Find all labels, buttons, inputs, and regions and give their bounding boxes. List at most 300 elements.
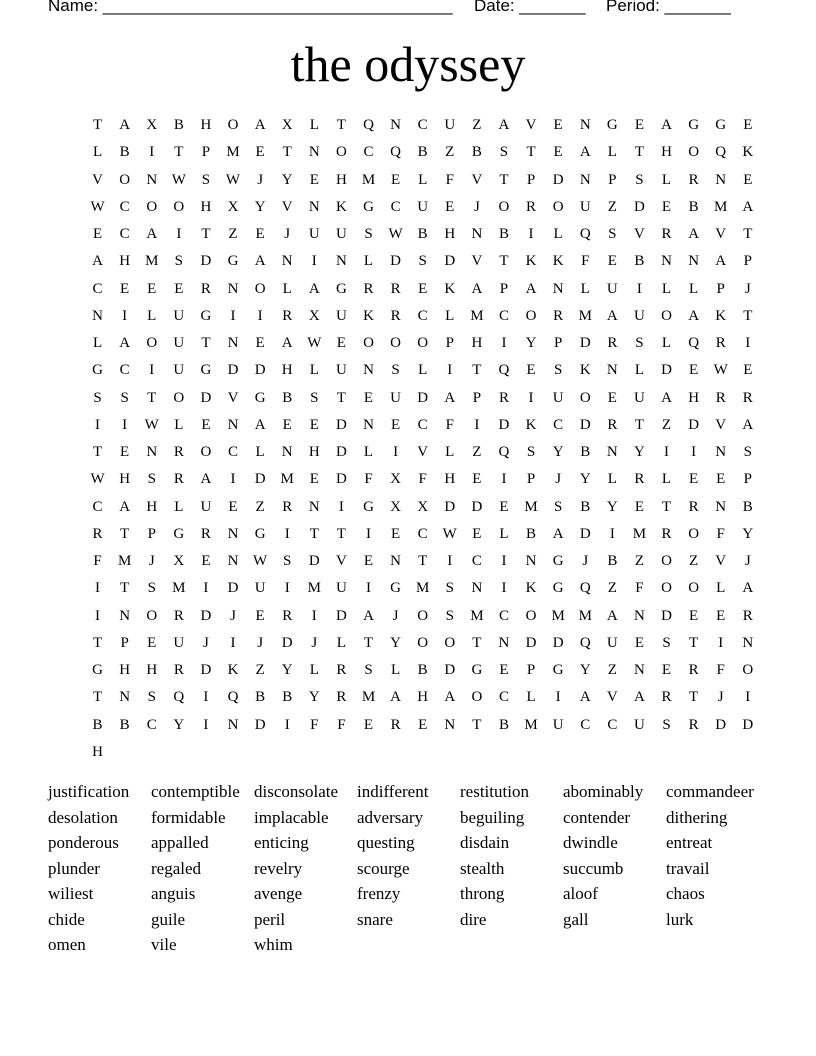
grid-letter[interactable]: I: [393, 444, 399, 460]
grid-letter[interactable]: S: [635, 335, 644, 351]
grid-letter[interactable]: A: [661, 117, 672, 133]
grid-letter[interactable]: D: [634, 198, 645, 215]
grid-letter[interactable]: S: [93, 389, 102, 406]
grid-letter[interactable]: E: [445, 198, 455, 215]
grid-letter[interactable]: K: [227, 662, 239, 678]
grid-letter[interactable]: N: [471, 226, 483, 242]
grid-letter[interactable]: L: [580, 280, 590, 297]
grid-letter[interactable]: M: [714, 198, 728, 215]
date-field[interactable]: Date: _______: [474, 0, 586, 15]
grid-letter[interactable]: J: [257, 634, 264, 651]
grid-letter[interactable]: B: [498, 226, 509, 242]
grid-letter[interactable]: H: [200, 117, 212, 133]
grid-letter[interactable]: H: [146, 498, 158, 515]
grid-letter[interactable]: E: [228, 498, 238, 515]
grid-letter[interactable]: K: [335, 198, 347, 215]
grid-letter[interactable]: E: [472, 471, 482, 488]
grid-letter[interactable]: R: [200, 525, 211, 542]
grid-letter[interactable]: E: [309, 471, 319, 488]
grid-letter[interactable]: D: [200, 389, 212, 406]
grid-letter[interactable]: A: [606, 607, 618, 624]
grid-letter[interactable]: B: [119, 144, 130, 161]
grid-letter[interactable]: C: [417, 307, 428, 324]
grid-letter[interactable]: G: [715, 117, 727, 133]
grid-letter[interactable]: D: [200, 662, 212, 678]
grid-letter[interactable]: E: [553, 117, 563, 133]
grid-letter[interactable]: A: [92, 253, 103, 270]
grid-letter[interactable]: M: [524, 716, 538, 733]
grid-letter[interactable]: X: [390, 471, 401, 488]
grid-letter[interactable]: N: [227, 416, 239, 433]
grid-letter[interactable]: Q: [363, 117, 374, 133]
grid-letter[interactable]: E: [363, 389, 374, 406]
grid-letter[interactable]: L: [661, 171, 672, 188]
grid-letter[interactable]: I: [95, 580, 101, 597]
grid-letter[interactable]: C: [92, 280, 103, 297]
grid-letter[interactable]: N: [146, 171, 158, 188]
grid-letter[interactable]: D: [715, 716, 727, 733]
grid-letter[interactable]: R: [173, 471, 184, 488]
grid-letter[interactable]: S: [526, 444, 536, 460]
grid-letter[interactable]: D: [552, 634, 564, 651]
grid-letter[interactable]: I: [365, 525, 371, 542]
grid-letter[interactable]: A: [579, 144, 591, 161]
grid-letter[interactable]: Q: [688, 335, 700, 351]
grid-letter[interactable]: U: [552, 716, 564, 733]
grid-letter[interactable]: I: [230, 471, 236, 488]
grid-letter[interactable]: Y: [308, 689, 320, 706]
grid-letter[interactable]: I: [311, 607, 317, 624]
grid-letter[interactable]: U: [173, 362, 185, 379]
grid-letter[interactable]: P: [472, 389, 482, 406]
grid-letter[interactable]: R: [390, 716, 401, 733]
grid-letter[interactable]: X: [173, 553, 185, 569]
grid-letter[interactable]: B: [173, 117, 184, 133]
grid-letter[interactable]: A: [579, 689, 591, 706]
grid-letter[interactable]: N: [335, 253, 347, 270]
grid-letter[interactable]: G: [552, 580, 564, 597]
grid-letter[interactable]: C: [363, 144, 374, 161]
grid-letter[interactable]: N: [471, 580, 483, 597]
grid-letter[interactable]: O: [417, 634, 429, 651]
grid-letter[interactable]: T: [743, 307, 753, 324]
grid-letter[interactable]: U: [579, 198, 591, 215]
grid-letter[interactable]: G: [254, 525, 266, 542]
grid-letter[interactable]: L: [363, 444, 374, 460]
grid-letter[interactable]: D: [335, 444, 347, 460]
grid-letter[interactable]: S: [662, 634, 671, 651]
grid-letter[interactable]: R: [715, 389, 726, 406]
grid-letter[interactable]: E: [120, 444, 130, 460]
grid-letter[interactable]: O: [525, 307, 537, 324]
grid-letter[interactable]: Q: [390, 144, 401, 161]
grid-letter[interactable]: E: [255, 144, 265, 161]
grid-letter[interactable]: F: [445, 416, 454, 433]
grid-letter[interactable]: P: [526, 171, 536, 188]
grid-letter[interactable]: B: [417, 662, 428, 678]
grid-letter[interactable]: U: [335, 307, 347, 324]
grid-letter[interactable]: G: [254, 389, 266, 406]
grid-letter[interactable]: T: [336, 389, 346, 406]
grid-letter[interactable]: K: [525, 580, 537, 597]
grid-letter[interactable]: U: [606, 280, 618, 297]
grid-letter[interactable]: L: [661, 280, 672, 297]
grid-letter[interactable]: A: [254, 117, 266, 133]
grid-letter[interactable]: B: [634, 253, 645, 270]
grid-letter[interactable]: E: [147, 280, 157, 297]
period-field[interactable]: Period: _______: [606, 0, 731, 15]
grid-letter[interactable]: V: [417, 444, 429, 460]
grid-letter[interactable]: P: [743, 253, 752, 270]
grid-letter[interactable]: W: [144, 416, 159, 433]
grid-letter[interactable]: G: [92, 362, 103, 379]
grid-letter[interactable]: S: [310, 389, 319, 406]
grid-letter[interactable]: I: [609, 525, 615, 542]
word-search-grid[interactable]: [84, 112, 761, 766]
grid-letter[interactable]: P: [499, 280, 509, 297]
grid-letter[interactable]: J: [555, 471, 562, 488]
grid-letter[interactable]: R: [688, 171, 699, 188]
grid-letter[interactable]: V: [606, 689, 618, 706]
grid-letter[interactable]: B: [580, 444, 591, 460]
grid-letter[interactable]: N: [634, 662, 645, 678]
grid-letter[interactable]: N: [634, 607, 645, 624]
grid-letter[interactable]: T: [418, 553, 428, 569]
grid-letter[interactable]: I: [636, 280, 642, 297]
grid-letter[interactable]: S: [553, 362, 563, 379]
grid-letter[interactable]: E: [282, 416, 292, 433]
grid-letter[interactable]: B: [742, 498, 753, 515]
grid-letter[interactable]: D: [661, 607, 672, 624]
grid-letter[interactable]: V: [715, 226, 727, 242]
grid-letter[interactable]: L: [255, 444, 265, 460]
grid-letter[interactable]: C: [146, 716, 157, 733]
grid-letter[interactable]: N: [552, 280, 564, 297]
grid-letter[interactable]: L: [309, 662, 319, 678]
grid-letter[interactable]: U: [606, 634, 618, 651]
grid-letter[interactable]: W: [713, 362, 728, 379]
grid-letter[interactable]: O: [661, 580, 672, 597]
grid-letter[interactable]: E: [201, 553, 211, 569]
grid-letter[interactable]: G: [363, 198, 374, 215]
grid-letter[interactable]: I: [691, 444, 697, 460]
grid-letter[interactable]: N: [92, 307, 103, 324]
grid-letter[interactable]: S: [174, 253, 183, 270]
grid-letter[interactable]: T: [336, 525, 346, 542]
grid-letter[interactable]: E: [743, 362, 753, 379]
grid-letter[interactable]: D: [525, 634, 537, 651]
grid-letter[interactable]: M: [470, 307, 484, 324]
grid-letter[interactable]: P: [147, 525, 156, 542]
grid-letter[interactable]: E: [607, 389, 617, 406]
grid-letter[interactable]: S: [608, 226, 617, 242]
grid-letter[interactable]: E: [147, 634, 157, 651]
grid-letter[interactable]: V: [281, 198, 293, 215]
grid-letter[interactable]: L: [553, 226, 563, 242]
grid-letter[interactable]: D: [335, 607, 347, 624]
grid-letter[interactable]: L: [336, 634, 346, 651]
grid-letter[interactable]: D: [254, 471, 266, 488]
grid-letter[interactable]: T: [689, 689, 699, 706]
grid-letter[interactable]: F: [364, 471, 373, 488]
grid-letter[interactable]: R: [661, 226, 672, 242]
grid-letter[interactable]: A: [742, 198, 754, 215]
grid-letter[interactable]: M: [280, 471, 294, 488]
grid-letter[interactable]: T: [92, 444, 103, 460]
grid-letter[interactable]: I: [365, 580, 371, 597]
grid-letter[interactable]: L: [418, 362, 428, 379]
grid-letter[interactable]: O: [146, 607, 158, 624]
grid-letter[interactable]: P: [526, 471, 536, 488]
grid-letter[interactable]: Q: [579, 226, 591, 242]
grid-letter[interactable]: M: [416, 580, 430, 597]
grid-letter[interactable]: Y: [634, 444, 645, 460]
grid-letter[interactable]: A: [363, 607, 374, 624]
grid-letter[interactable]: Q: [579, 634, 591, 651]
grid-letter[interactable]: O: [525, 607, 537, 624]
grid-letter[interactable]: W: [225, 171, 241, 188]
grid-letter[interactable]: N: [227, 716, 239, 733]
grid-letter[interactable]: E: [716, 471, 726, 488]
grid-letter[interactable]: R: [336, 662, 347, 678]
grid-letter[interactable]: Y: [254, 198, 266, 215]
grid-letter[interactable]: D: [471, 498, 483, 515]
grid-letter[interactable]: N: [579, 171, 591, 188]
grid-letter[interactable]: I: [501, 471, 507, 488]
grid-letter[interactable]: R: [634, 471, 645, 488]
grid-letter[interactable]: A: [146, 226, 158, 242]
grid-letter[interactable]: M: [551, 607, 565, 624]
grid-letter[interactable]: F: [310, 716, 319, 733]
grid-letter[interactable]: D: [498, 416, 510, 433]
grid-letter[interactable]: P: [743, 471, 752, 488]
grid-letter[interactable]: O: [661, 307, 672, 324]
grid-letter[interactable]: B: [498, 716, 509, 733]
grid-letter[interactable]: V: [715, 553, 727, 569]
grid-letter[interactable]: T: [661, 498, 672, 515]
grid-letter[interactable]: U: [444, 117, 456, 133]
grid-letter[interactable]: N: [308, 498, 320, 515]
grid-letter[interactable]: K: [715, 307, 727, 324]
grid-letter[interactable]: O: [498, 198, 510, 215]
grid-letter[interactable]: N: [742, 634, 754, 651]
grid-letter[interactable]: U: [634, 716, 645, 733]
grid-letter[interactable]: P: [608, 171, 617, 188]
grid-letter[interactable]: I: [203, 580, 209, 597]
grid-letter[interactable]: E: [120, 280, 130, 297]
grid-letter[interactable]: N: [281, 253, 293, 270]
grid-letter[interactable]: C: [471, 553, 482, 569]
grid-letter[interactable]: T: [92, 117, 103, 133]
grid-letter[interactable]: U: [552, 389, 564, 406]
grid-letter[interactable]: A: [742, 416, 754, 433]
grid-letter[interactable]: N: [444, 716, 456, 733]
grid-letter[interactable]: J: [392, 607, 399, 624]
grid-letter[interactable]: A: [308, 280, 320, 297]
grid-letter[interactable]: A: [688, 307, 700, 324]
grid-letter[interactable]: A: [742, 580, 754, 597]
grid-letter[interactable]: D: [579, 335, 591, 351]
grid-letter[interactable]: F: [337, 716, 346, 733]
grid-letter[interactable]: V: [335, 553, 347, 569]
grid-letter[interactable]: T: [634, 416, 644, 433]
grid-letter[interactable]: I: [311, 253, 317, 270]
grid-letter[interactable]: Z: [445, 144, 455, 161]
grid-letter[interactable]: I: [284, 580, 290, 597]
grid-letter[interactable]: G: [552, 553, 564, 569]
grid-letter[interactable]: I: [338, 498, 344, 515]
grid-letter[interactable]: A: [606, 307, 618, 324]
grid-letter[interactable]: M: [470, 607, 484, 624]
grid-letter[interactable]: F: [445, 171, 454, 188]
grid-letter[interactable]: O: [552, 198, 564, 215]
grid-letter[interactable]: J: [203, 634, 209, 651]
grid-letter[interactable]: F: [93, 553, 102, 569]
grid-letter[interactable]: L: [634, 362, 644, 379]
grid-letter[interactable]: P: [526, 662, 536, 678]
grid-letter[interactable]: O: [579, 389, 591, 406]
grid-letter[interactable]: A: [498, 117, 510, 133]
grid-letter[interactable]: F: [635, 580, 644, 597]
grid-letter[interactable]: P: [201, 144, 211, 161]
grid-letter[interactable]: D: [227, 580, 239, 597]
grid-letter[interactable]: V: [227, 389, 239, 406]
grid-letter[interactable]: V: [471, 253, 483, 270]
grid-letter[interactable]: U: [417, 198, 429, 215]
grid-letter[interactable]: N: [661, 253, 672, 270]
grid-letter[interactable]: L: [499, 525, 509, 542]
grid-letter[interactable]: A: [444, 389, 456, 406]
grid-letter[interactable]: L: [607, 471, 617, 488]
grid-letter[interactable]: G: [471, 662, 483, 678]
grid-letter[interactable]: J: [717, 689, 724, 706]
grid-letter[interactable]: I: [203, 689, 209, 706]
grid-letter[interactable]: Z: [607, 198, 617, 215]
grid-letter[interactable]: F: [581, 253, 590, 270]
grid-letter[interactable]: U: [634, 307, 645, 324]
grid-letter[interactable]: S: [635, 171, 644, 188]
grid-letter[interactable]: U: [173, 307, 185, 324]
grid-letter[interactable]: A: [688, 226, 700, 242]
grid-letter[interactable]: A: [634, 689, 645, 706]
grid-letter[interactable]: S: [147, 689, 156, 706]
grid-letter[interactable]: R: [282, 607, 293, 624]
grid-letter[interactable]: E: [309, 416, 319, 433]
grid-letter[interactable]: O: [471, 689, 483, 706]
grid-letter[interactable]: A: [661, 389, 672, 406]
grid-letter[interactable]: N: [119, 607, 131, 624]
grid-letter[interactable]: I: [230, 634, 236, 651]
grid-letter[interactable]: T: [526, 144, 536, 161]
grid-letter[interactable]: T: [363, 634, 374, 651]
grid-letter[interactable]: R: [336, 689, 347, 706]
grid-letter[interactable]: N: [227, 553, 239, 569]
grid-letter[interactable]: I: [528, 389, 534, 406]
grid-letter[interactable]: O: [146, 335, 158, 351]
grid-letter[interactable]: D: [227, 362, 239, 379]
grid-letter[interactable]: Q: [227, 689, 239, 706]
grid-letter[interactable]: N: [390, 553, 401, 569]
grid-letter[interactable]: D: [200, 607, 212, 624]
grid-letter[interactable]: E: [526, 362, 536, 379]
grid-letter[interactable]: R: [173, 662, 184, 678]
grid-letter[interactable]: A: [552, 525, 564, 542]
grid-letter[interactable]: N: [308, 144, 320, 161]
grid-letter[interactable]: O: [335, 144, 347, 161]
grid-letter[interactable]: R: [715, 335, 726, 351]
grid-letter[interactable]: U: [335, 362, 347, 379]
grid-letter[interactable]: Z: [607, 662, 617, 678]
grid-letter[interactable]: T: [743, 226, 753, 242]
grid-letter[interactable]: N: [227, 280, 239, 297]
grid-letter[interactable]: I: [284, 525, 290, 542]
grid-letter[interactable]: S: [418, 253, 427, 270]
grid-letter[interactable]: G: [688, 117, 700, 133]
grid-letter[interactable]: D: [390, 253, 401, 270]
grid-letter[interactable]: N: [715, 498, 727, 515]
grid-letter[interactable]: X: [281, 117, 293, 133]
grid-letter[interactable]: V: [471, 171, 483, 188]
grid-letter[interactable]: Y: [173, 716, 185, 733]
grid-letter[interactable]: O: [661, 553, 672, 569]
grid-letter[interactable]: L: [661, 335, 672, 351]
grid-letter[interactable]: B: [92, 716, 103, 733]
grid-letter[interactable]: L: [147, 307, 157, 324]
grid-letter[interactable]: T: [201, 335, 211, 351]
grid-letter[interactable]: X: [417, 498, 429, 515]
grid-letter[interactable]: T: [499, 171, 509, 188]
grid-letter[interactable]: U: [200, 498, 212, 515]
grid-letter[interactable]: M: [226, 144, 240, 161]
grid-letter[interactable]: I: [95, 416, 101, 433]
grid-letter[interactable]: E: [92, 226, 103, 242]
grid-letter[interactable]: E: [499, 662, 509, 678]
grid-letter[interactable]: Z: [472, 117, 482, 133]
grid-letter[interactable]: D: [417, 389, 429, 406]
grid-letter[interactable]: H: [119, 253, 131, 270]
grid-letter[interactable]: H: [119, 471, 131, 488]
grid-letter[interactable]: O: [688, 525, 700, 542]
grid-letter[interactable]: T: [472, 362, 482, 379]
grid-letter[interactable]: Y: [281, 171, 293, 188]
grid-letter[interactable]: U: [634, 389, 645, 406]
grid-letter[interactable]: N: [363, 416, 374, 433]
grid-letter[interactable]: G: [606, 117, 618, 133]
grid-letter[interactable]: E: [472, 525, 482, 542]
grid-letter[interactable]: V: [525, 117, 537, 133]
grid-letter[interactable]: O: [688, 144, 700, 161]
grid-letter[interactable]: X: [308, 307, 320, 324]
grid-letter[interactable]: E: [363, 553, 374, 569]
grid-letter[interactable]: J: [744, 553, 751, 569]
grid-letter[interactable]: R: [92, 525, 103, 542]
grid-letter[interactable]: J: [148, 553, 155, 569]
grid-letter[interactable]: L: [309, 362, 319, 379]
grid-letter[interactable]: I: [447, 553, 453, 569]
grid-letter[interactable]: U: [390, 389, 401, 406]
grid-letter[interactable]: I: [528, 226, 534, 242]
grid-letter[interactable]: M: [361, 689, 376, 706]
grid-letter[interactable]: X: [390, 498, 401, 515]
grid-letter[interactable]: S: [201, 171, 211, 188]
grid-letter[interactable]: W: [388, 226, 403, 242]
grid-letter[interactable]: E: [255, 607, 265, 624]
grid-letter[interactable]: A: [444, 689, 456, 706]
grid-letter[interactable]: L: [92, 144, 103, 161]
grid-letter[interactable]: R: [498, 389, 509, 406]
grid-letter[interactable]: Z: [255, 662, 265, 678]
grid-letter[interactable]: E: [390, 525, 401, 542]
